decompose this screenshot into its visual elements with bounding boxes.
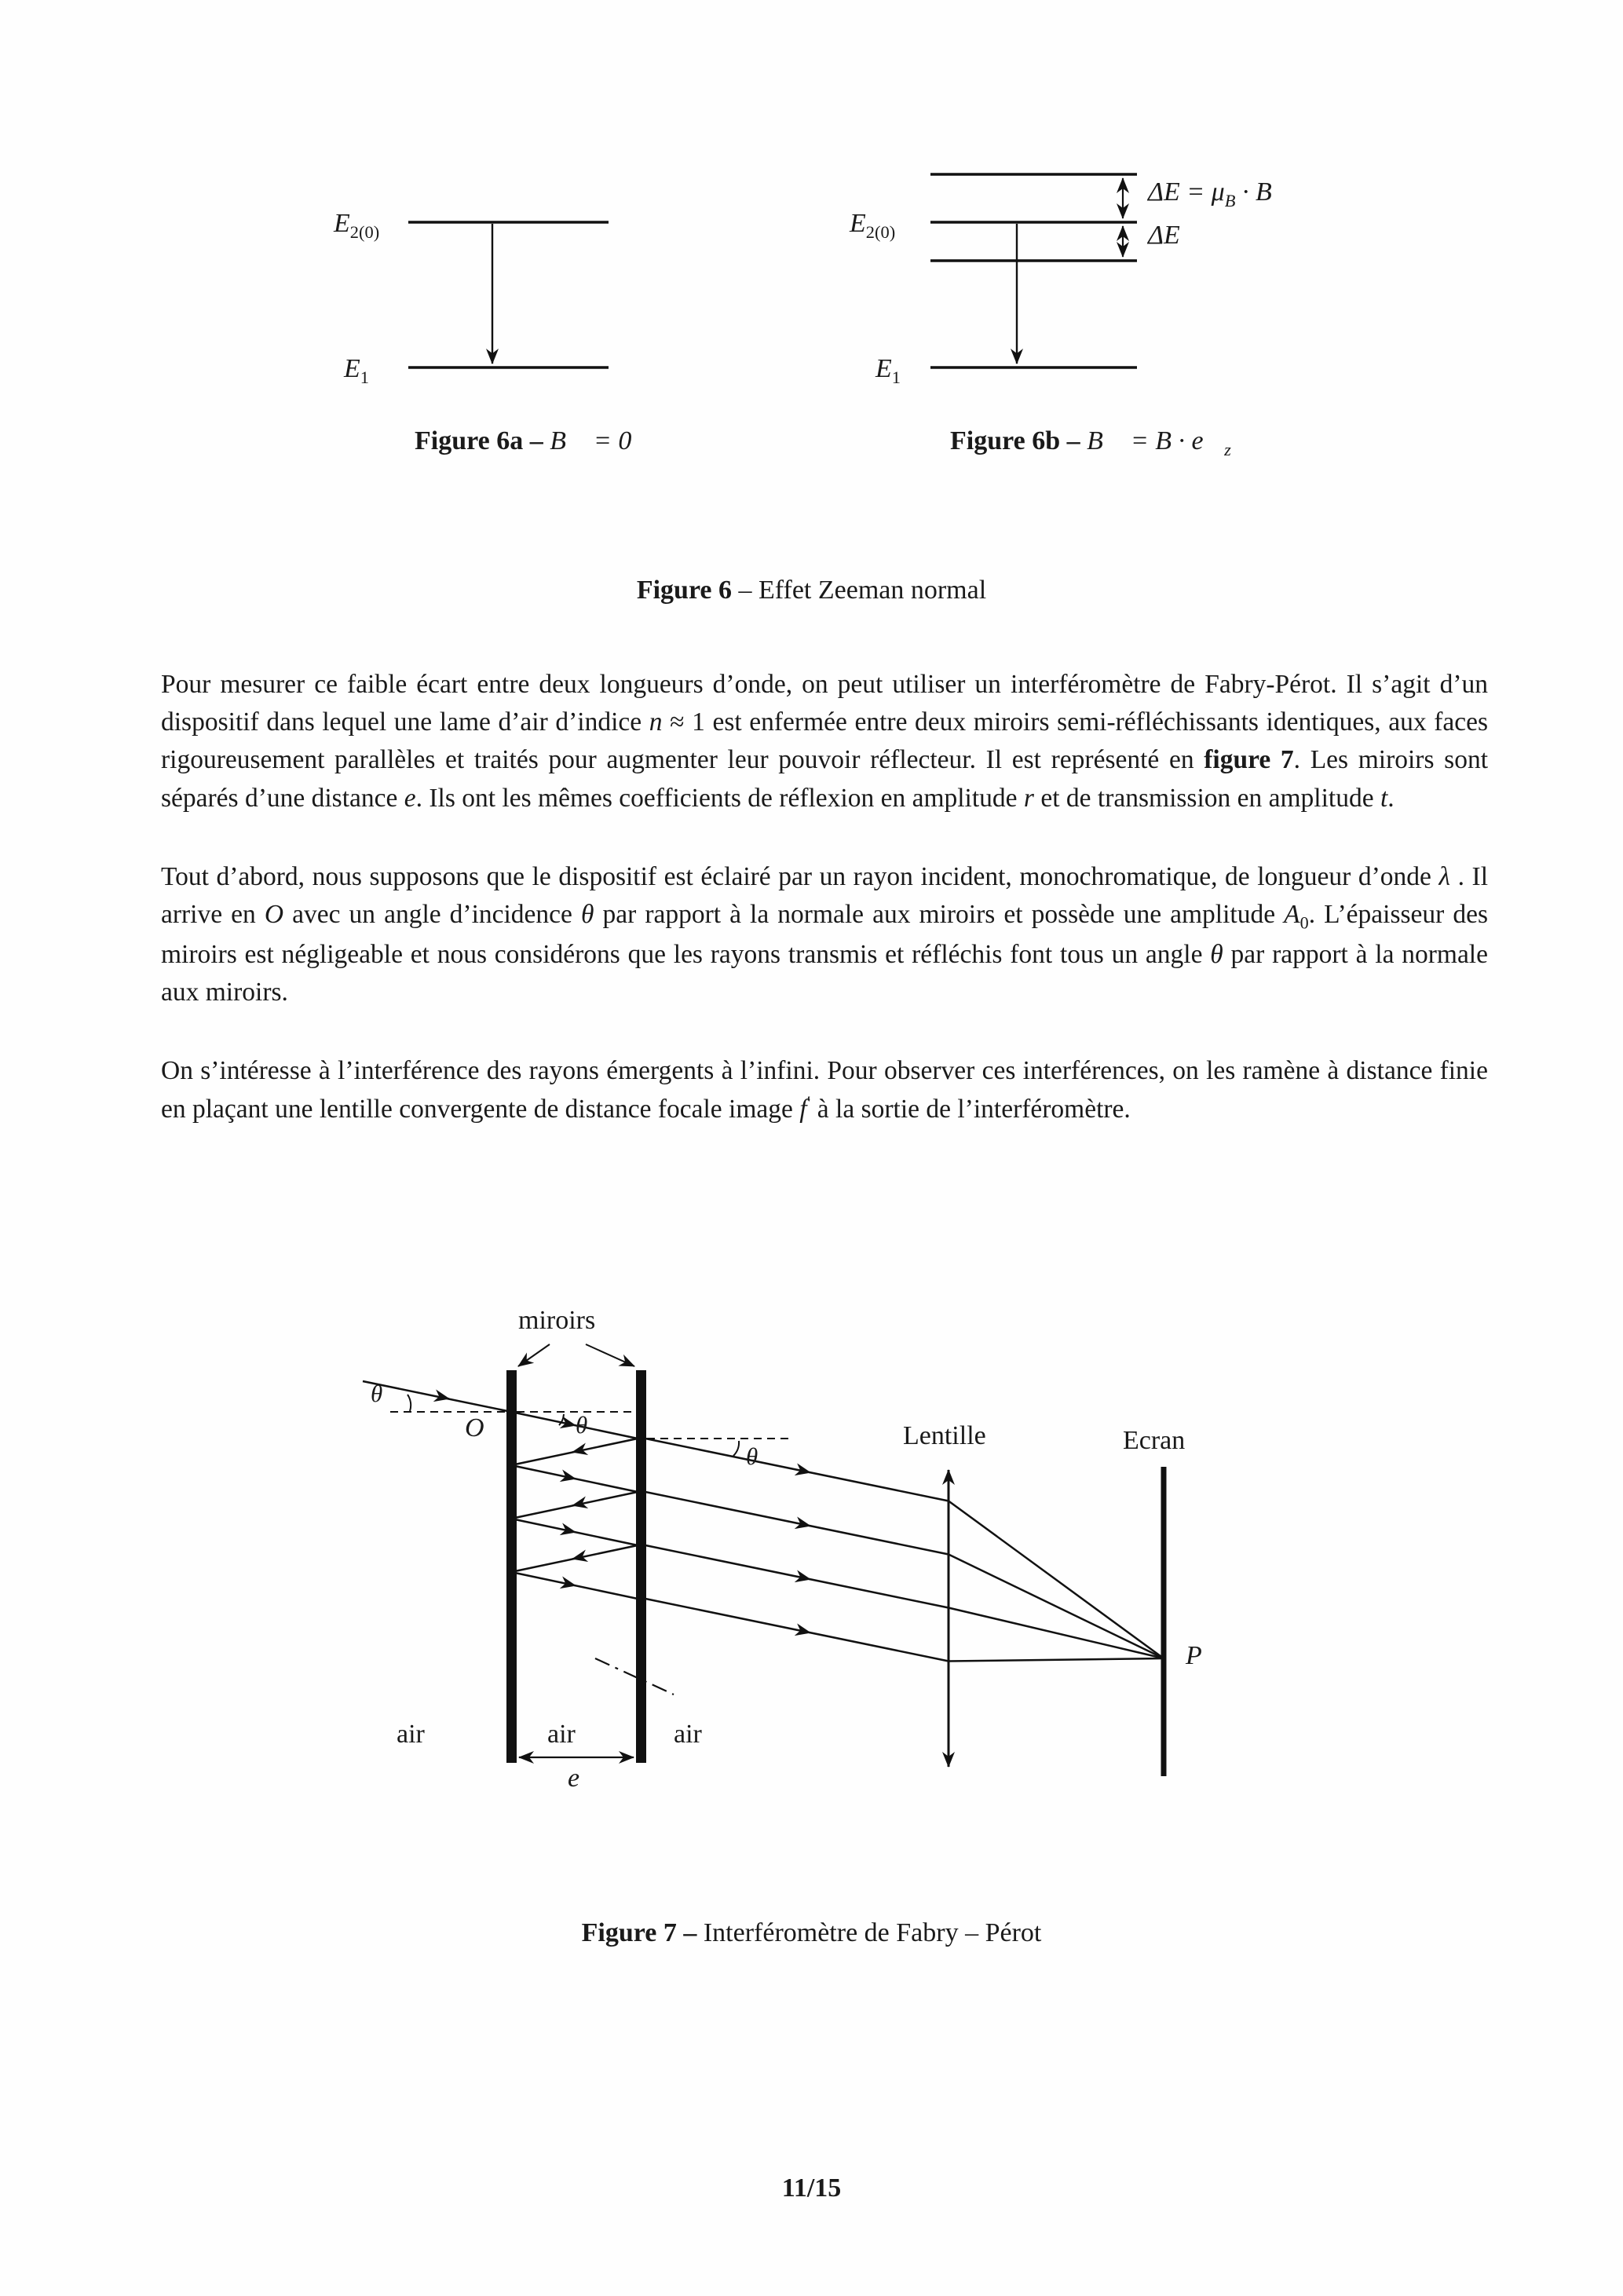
fig7-point-p-label: P <box>1186 1641 1202 1670</box>
transmitted-ray <box>645 1492 949 1555</box>
fig7-air-right-label: air <box>674 1720 702 1749</box>
mirror-right <box>636 1370 646 1763</box>
figure6-caption: Figure 6 – Effet Zeeman normal <box>636 576 987 605</box>
fig7-theta-incident-label: θ <box>371 1380 383 1407</box>
focused-ray <box>949 1501 1164 1659</box>
focused-ray <box>949 1555 1164 1659</box>
fig6b-e2-level-label: $E_{2(0)}$ <box>850 209 896 242</box>
page-number: 11/15 <box>781 2174 842 2203</box>
fig7-lentille-label: Lentille <box>903 1421 986 1450</box>
continuation-ray <box>595 1658 674 1695</box>
transmitted-ray <box>645 1545 949 1608</box>
theta-arc-left <box>408 1395 411 1411</box>
figure6b-diagram <box>930 174 1137 367</box>
fig7-point-o-label: O <box>465 1413 484 1442</box>
fig7-miroirs-label: miroirs <box>518 1306 596 1335</box>
focused-ray <box>949 1608 1164 1659</box>
transmitted-ray <box>645 1599 949 1662</box>
body-paragraph-3: On s’intéresse à l’interférence des rayons émergents à l’infini. Pour observer ces interférences, on les ramène à distance finie en plaçant une lentille convergente de distance focale image f′ à la sortie de l’interféromètre. <box>161 1056 1488 1124</box>
fig6b-delta-e-bottom-label: ΔE <box>1148 221 1180 250</box>
fig7-theta-transmitted-label: θ <box>746 1442 758 1470</box>
fig6a-caption: Figure 6a – B⃗ = 0⃗ <box>415 426 652 455</box>
fig7-theta-cavity-label: θ <box>576 1411 588 1439</box>
body-paragraph-2: Tout d’abord, nous supposons que le dispositif est éclairé par un rayon incident, monochromatique, de longueur d’onde λ . Il arrive en O avec un angle d’incidence θ par rapport à la normale aux miroirs et possède une amplitude $A_0$. L’épaisseur des miroirs est négligeable et nous considérons que les rayons transmis et réfléchis font tous un angle θ par rapport à la normale aux miroirs. <box>161 861 1489 1007</box>
fig7-air-cavity-label: air <box>547 1720 576 1749</box>
fig7-ecran-label: Ecran <box>1123 1426 1186 1455</box>
fig6a-e1-level-label: $E_1$ <box>344 354 369 387</box>
fig6b-e1-level-label: $E_1$ <box>875 354 901 387</box>
body-paragraph-1: Pour mesurer ce faible écart entre deux longueurs d’onde, on peut utiliser un interféromètre de Fabry-Pérot. Il s’agit d’un dispositif dans lequel une lame d’air d’indice n ≈ 1 est enfermée entre deux miroirs semi-réfléchissants identiques, aux faces rigoureusement parallèles et traités pour augmenter leur pouvoir réflecteur. Il est représenté en figure 7. Les miroirs sont séparés d’une distance e. Ils ont les mêmes coefficients de réflexion en amplitude r et de transmission en amplitude t. <box>161 670 1489 813</box>
figure6a-diagram <box>408 222 609 367</box>
body-text <box>161 666 1488 1170</box>
mirror-left <box>506 1370 517 1763</box>
theta-arc-right <box>733 1441 739 1456</box>
fig6a-e2-level-label: $E_{2(0)}$ <box>334 209 380 242</box>
figure7-caption: Figure 7 – Interféromètre de Fabry – Pérot <box>581 1918 1042 1947</box>
focused-ray <box>949 1658 1164 1662</box>
fig7-air-left-label: air <box>397 1720 425 1749</box>
fig7-spacing-e-label: e <box>568 1764 580 1793</box>
fig6b-caption: Figure 6b – B⃗ = $B \cdot e⃗_z$ <box>950 426 1231 459</box>
incident-ray <box>363 1381 511 1412</box>
fig6b-delta-e-top-label: $\Delta E = \mu_B \cdot B$ <box>1148 177 1272 210</box>
fabry-perot-diagram <box>363 1344 1164 1776</box>
